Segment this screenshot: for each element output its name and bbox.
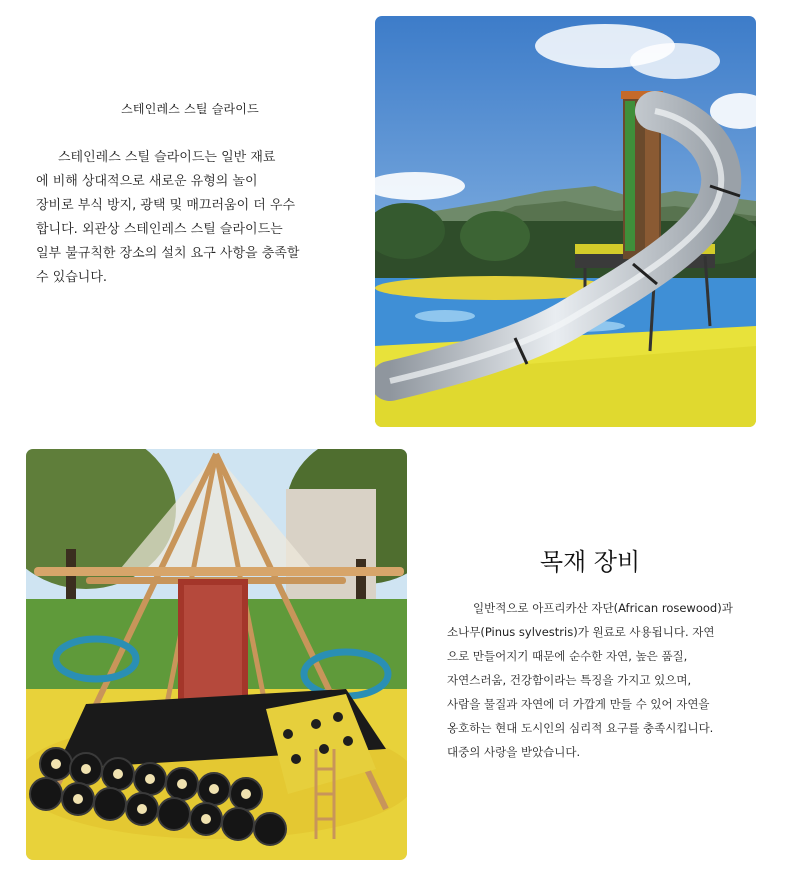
paragraph-line: 일반적으로 아프리카산 자단(African rosewood)과 (473, 601, 733, 615)
paragraph-line: 옹호하는 현대 도시인의 심리적 요구를 충족시킵니다. (447, 721, 714, 735)
paragraph-line: 대중의 사랑을 받았습니다. (447, 745, 581, 759)
paragraph-line: 합니다. 외관상 스테인레스 스틸 슬라이드는 (36, 222, 283, 237)
paragraph-line: 장비로 부식 방지, 광택 및 매끄러움이 더 우수 (36, 198, 296, 213)
wooden-equipment-photo (26, 449, 407, 860)
paragraph-line: 소나무(Pinus sylvestris)가 원료로 사용됩니다. 자연 (447, 625, 715, 639)
section-title-wooden-equipment: 목재 장비 (539, 548, 641, 576)
paragraph-line: 자연스러움, 건강함이라는 특징을 가지고 있으며, (447, 673, 692, 687)
paragraph-line: 일부 불규칙한 장소의 설치 요구 사항을 충족할 (36, 246, 300, 261)
paragraph-line: 수 있습니다. (36, 270, 108, 285)
section-paragraph-wooden-equipment (447, 596, 752, 764)
paragraph-line: 사람을 물질과 자연에 더 가깝게 만들 수 있어 자연을 (447, 697, 710, 711)
paragraph-line: 에 비해 상대적으로 새로운 유형의 놀이 (36, 174, 258, 189)
section-title-stainless-slide: 스테인레스 스틸 슬라이드 (121, 102, 259, 116)
stainless-slide-photo (375, 16, 756, 427)
paragraph-line: 으로 만들어지기 때문에 순수한 자연, 높은 품질, (447, 649, 688, 663)
paragraph-line: 스테인레스 스틸 슬라이드는 일반 재료 (58, 150, 276, 165)
section-paragraph-stainless-slide (36, 146, 336, 290)
